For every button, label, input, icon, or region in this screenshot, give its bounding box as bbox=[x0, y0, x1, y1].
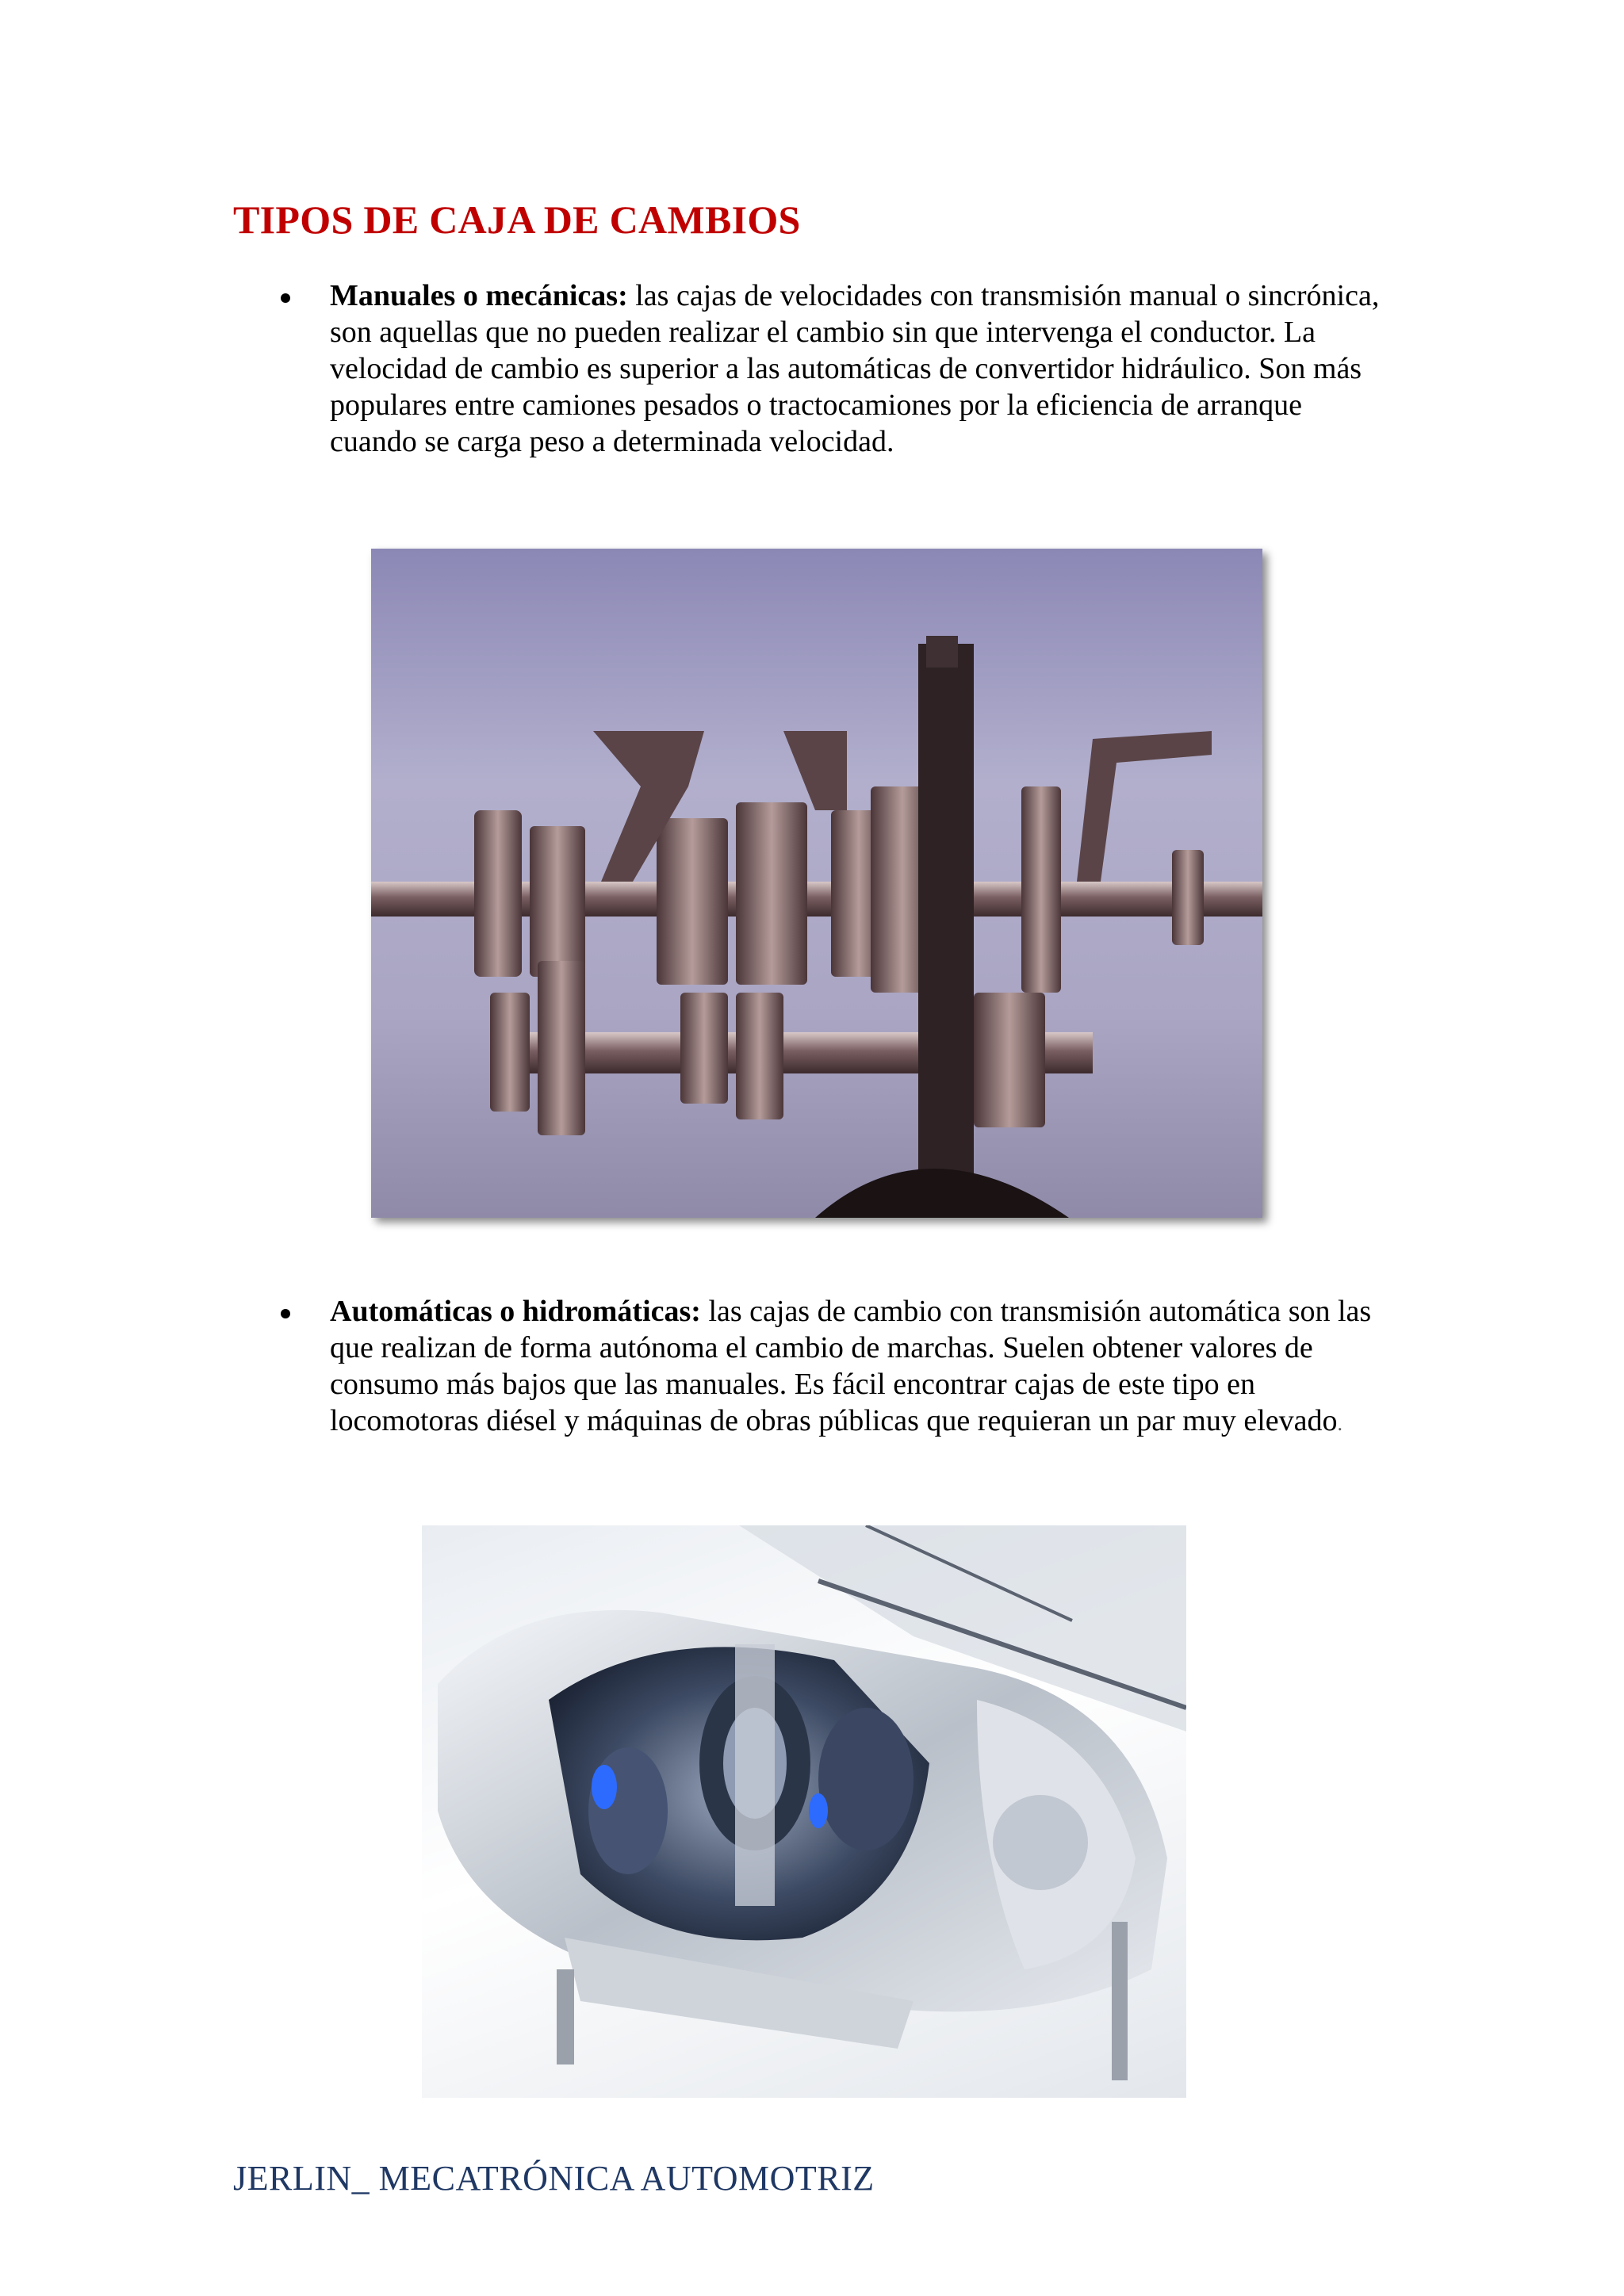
page-footer: JERLIN_ MECATRÓNICA AUTOMOTRIZ bbox=[233, 2159, 875, 2198]
item-heading: Automáticas o hidromáticas: bbox=[330, 1295, 701, 1328]
item-text: las cajas de cambio con transmisión automática son las que realizan de forma autónoma el cambio de marchas. Suelen obtener valores de consumo más bajos que las manuales. Es fácil encontrar cajas de este tipo en locomotoras diésel y máquinas de obras públicas que requieran un par muy elevado bbox=[330, 1295, 1372, 1437]
item-heading: Manuales o mecánicas: bbox=[330, 279, 628, 312]
automatic-gearbox-illustration bbox=[422, 1525, 1186, 2098]
list-item-automatic bbox=[330, 1293, 1392, 1442]
list-item-manual bbox=[330, 277, 1392, 460]
item-text: las cajas de velocidades con transmisión manual o sincrónica, son aquellas que no pueden realizar el cambio sin que intervenga el conductor. La velocidad de cambio es superior a las automáticas de convertidor hidráulico. Son más populares entre camiones pesados o tractocamiones por la eficiencia de arranque cuando se carga peso a determinada velocidad. bbox=[330, 279, 1380, 458]
manual-gearbox-image bbox=[371, 549, 1262, 1218]
bullet-icon bbox=[281, 1309, 290, 1318]
automatic-gearbox-image bbox=[422, 1525, 1186, 2098]
item-text-end: . bbox=[1337, 1412, 1342, 1435]
bullet-icon bbox=[281, 293, 290, 303]
page-title: TIPOS DE CAJA DE CAMBIOS bbox=[233, 197, 801, 242]
manual-gearbox-illustration bbox=[371, 549, 1262, 1218]
